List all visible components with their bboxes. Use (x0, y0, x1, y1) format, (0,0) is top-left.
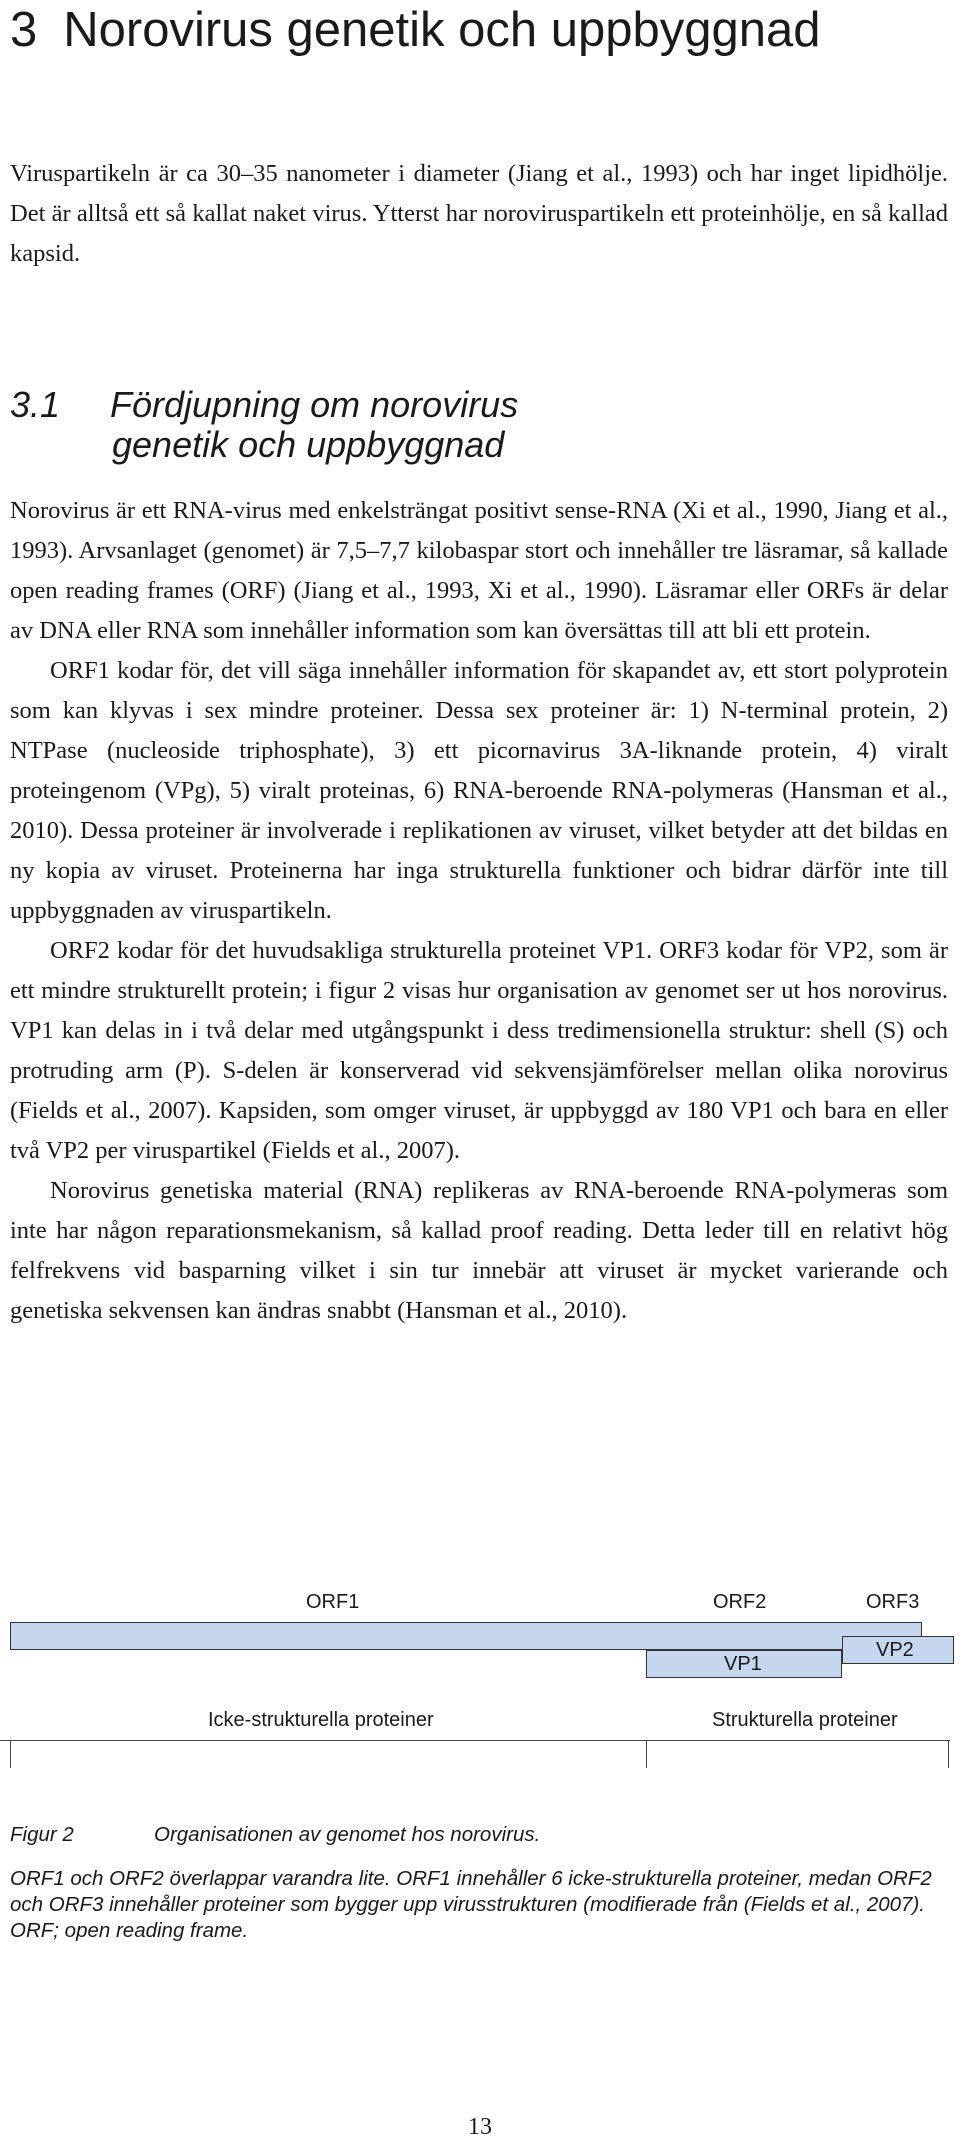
section-body (10, 491, 948, 1331)
section-title-line2: genetik och uppbyggnad (112, 424, 505, 465)
chapter-number: 3 (10, 3, 38, 57)
orf1-label: ORF1 (306, 1591, 360, 1613)
figure-caption (10, 1822, 950, 1944)
vp2-label: VP2 (876, 1639, 914, 1661)
bracket-tick-left (10, 1740, 11, 1768)
bracket-tick-middle (646, 1740, 647, 1768)
page-number: 13 (468, 2114, 492, 2140)
orf1-bar (10, 1622, 922, 1650)
caption-heading (10, 1822, 950, 1848)
intro-paragraph: Viruspartikeln är ca 30–35 nanometer i diameter (Jiang et al., 1993) och har inget lipidhölje. Det är alltså ett så kallat naket virus. Ytterst har noroviruspartikeln ett proteinhölje, en så kallad kapsid. (10, 160, 948, 267)
section-number: 3.1 (10, 384, 61, 425)
orf3-label: ORF3 (866, 1591, 920, 1613)
bracket-tick-right (948, 1740, 949, 1768)
orf2-label: ORF2 (713, 1591, 767, 1613)
caption-text: ORF1 och ORF2 överlappar varandra lite. ORF1 innehåller 6 icke-strukturella proteiner, medan ORF2 och ORF3 innehåller proteiner som bygger upp virusstrukturen (modifierade från (Fields et al., 2007). ORF; open reading frame. (10, 1867, 932, 1942)
nonstructural-label: Icke-strukturella proteiner (208, 1709, 434, 1731)
section-title (10, 385, 910, 465)
figure-title: Organisationen av genomet hos norovirus. (154, 1823, 541, 1846)
figure-number: Figur 2 (10, 1823, 74, 1846)
vp1-label: VP1 (724, 1653, 762, 1675)
structural-label: Strukturella proteiner (712, 1709, 898, 1731)
paragraph-1: Norovirus är ett RNA-virus med enkelsträngat positivt sense-RNA (Xi et al., 1990, Jiang et al., 1993). Arvsanlaget (genomet) är 7,5–7,7 kilobaspar stort och innehåller tre läsramar, så kallade open reading frames (ORF) (Jiang et al., 1993, Xi et al., 1990). Läsramar eller ORFs är delar av DNA eller RNA som innehåller information som kan översättas till att bli ett protein. (10, 497, 948, 644)
paragraph-4: Norovirus genetiska material (RNA) replikeras av RNA-beroende RNA-polymeras som inte har någon reparationsmekanism, så kallad proof reading. Detta leder till en relativt hög felfrekvens vid basparning vilket i sin tur innebär att viruset är mycket varierande och genetiska sekvensen kan ändras snabbt (Hansman et al., 2010). (10, 1177, 948, 1324)
section-title-line1: Fördjupning om norovirus (110, 384, 519, 425)
bracket-line (0, 1740, 950, 1741)
genome-figure (0, 1580, 960, 1810)
paragraph-3: ORF2 kodar för det huvudsakliga strukturella proteinet VP1. ORF3 kodar för VP2, som är ett mindre strukturellt protein; i figur 2 visas hur organisation av genomet ser ut hos norovirus. VP1 kan delas in i två delar med utgångspunkt i dess tredimensionella struktur: shell (S) och protruding arm (P). S-delen är konserverad vid sekvensjämförelser mellan olika norovirus (Fields et al., 2007). Kapsiden, som omger viruset, är uppbyggd av 180 VP1 och bara en eller två VP2 per viruspartikel (Fields et al., 2007). (10, 937, 948, 1164)
chapter-title (10, 0, 821, 60)
paragraph-2: ORF1 kodar för, det vill säga innehåller information för skapandet av, ett stort polyprotein som kan klyvas i sex mindre proteiner. Dessa sex proteiner är: 1) N-terminal protein, 2) NTPase (nucleoside triphosphate), 3) ett picornavirus 3A-liknande protein, 4) viralt proteingenom (VPg), 5) viralt proteinas, 6) RNA-beroende RNA-polymeras (Hansman et al., 2010). Dessa proteiner är involverade i replikationen av viruset, vilket betyder att det bildas en ny kopia av viruset. Proteinerna har inga strukturella funktioner och bidrar därför inte till uppbyggnaden av viruspartikeln. (10, 657, 948, 924)
chapter-title-text: Norovirus genetik och uppbyggnad (63, 3, 821, 57)
